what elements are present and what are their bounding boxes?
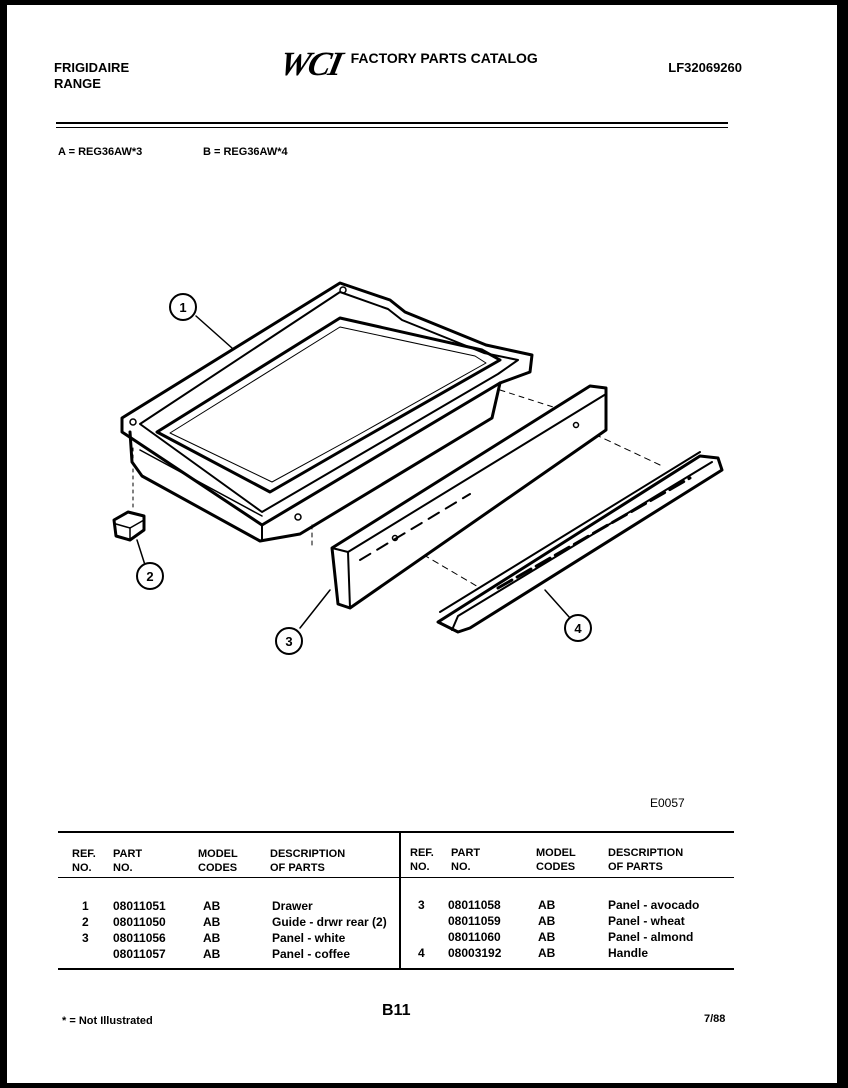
header-part: PART NO. <box>113 848 143 874</box>
product-type: RANGE <box>54 76 101 91</box>
header-part-right: PART NO. <box>451 847 481 873</box>
callout-4 <box>565 615 591 641</box>
table-divider <box>399 833 401 968</box>
callout-2 <box>137 563 163 589</box>
catalog-code: LF32069260 <box>668 60 742 75</box>
header-ref-right: REF. NO. <box>410 847 434 873</box>
catalog-title: FACTORY PARTS CATALOG <box>350 50 538 66</box>
table-bottom-rule <box>58 968 734 970</box>
callout-1-label: 1 <box>179 300 187 315</box>
panel-part <box>332 386 606 608</box>
table-top-rule <box>58 831 734 833</box>
header-model: MODEL CODES <box>198 848 238 874</box>
table-header-rule <box>58 877 734 878</box>
figure-code: E0057 <box>650 796 685 810</box>
model-b: B = REG36AW*4 <box>203 146 288 158</box>
callout-2-label: 2 <box>146 569 154 584</box>
callout-1 <box>170 294 196 320</box>
header-model-right: MODEL CODES <box>536 847 576 873</box>
guide-part <box>114 512 144 540</box>
revision-date: 7/88 <box>704 1013 726 1025</box>
wci-logo: WCI <box>276 46 345 83</box>
callout-3-label: 3 <box>285 634 293 649</box>
header-ref: REF. NO. <box>72 848 96 874</box>
callout-3 <box>276 628 302 654</box>
callout-4-label: 4 <box>574 621 582 636</box>
brand-name: FRIGIDAIRE <box>54 60 130 75</box>
header-desc-right: DESCRIPTION OF PARTS <box>608 847 684 873</box>
header-desc: DESCRIPTION OF PARTS <box>270 848 346 874</box>
footnote: * = Not Illustrated <box>62 1015 153 1027</box>
model-a: A = REG36AW*3 <box>58 146 143 158</box>
page-number: B11 <box>382 1002 411 1019</box>
